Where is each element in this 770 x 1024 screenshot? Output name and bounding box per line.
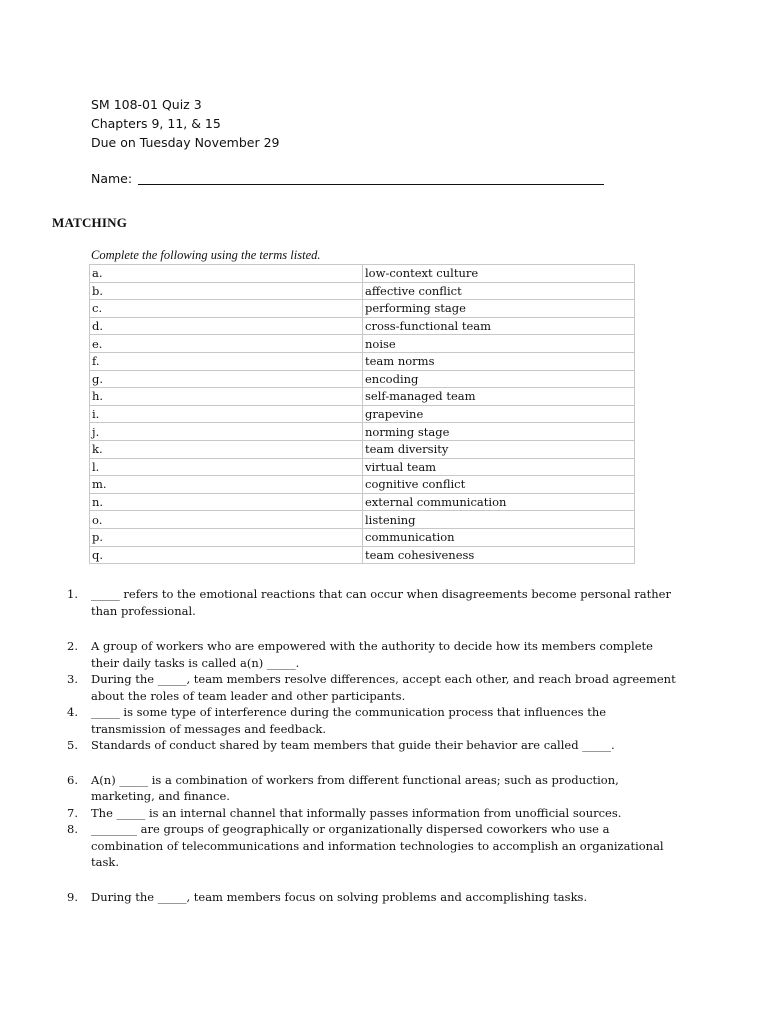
quiz-header (91, 95, 280, 152)
term-name: virtual team (363, 458, 635, 476)
table-row (90, 493, 635, 511)
section-title: MATCHING (52, 215, 128, 230)
question-item (62, 671, 682, 704)
question-list (62, 586, 682, 905)
term-letter: f. (90, 352, 363, 370)
name-blank-line (138, 170, 604, 185)
term-name: cognitive conflict (363, 476, 635, 494)
question-item (62, 821, 682, 871)
table-row (90, 405, 635, 423)
question-number: 6. (67, 772, 78, 787)
instructions-text: Complete the following using the terms listed. (91, 248, 321, 262)
table-row (90, 511, 635, 529)
table-row (90, 352, 635, 370)
term-name: cross-functional team (363, 317, 635, 335)
question-text: During the _____, team members resolve differences, accept each other, and reach broad agreement about the roles of team leader and other participants. (91, 672, 676, 703)
term-letter: g. (90, 370, 363, 388)
course-title: SM 108-01 Quiz 3 (91, 97, 202, 112)
term-name: performing stage (363, 300, 635, 318)
term-name: listening (363, 511, 635, 529)
question-text: _____ refers to the emotional reactions that can occur when disagreements become personal rather than professional. (91, 587, 671, 618)
question-text: A group of workers who are empowered with the authority to decide how its members complete their daily tasks is called a(n) _____. (91, 639, 653, 670)
question-item (62, 889, 682, 906)
term-name: team diversity (363, 440, 635, 458)
term-name: external communication (363, 493, 635, 511)
question-text: ________ are groups of geographically or organizationally dispersed coworkers who use a combination of telecommunications and information technologies to accomplish an organizational task. (91, 822, 664, 869)
question-number: 9. (67, 889, 78, 904)
table-row (90, 423, 635, 441)
term-name: team cohesiveness (363, 546, 635, 564)
question-number: 2. (67, 639, 78, 653)
term-name: norming stage (363, 423, 635, 441)
table-row (90, 388, 635, 406)
term-name: grapevine (363, 405, 635, 423)
table-row (90, 546, 635, 564)
question-item (62, 638, 682, 671)
term-name: communication (363, 528, 635, 546)
term-letter: i. (90, 405, 363, 423)
term-letter: p. (90, 528, 363, 546)
question-item (62, 805, 682, 822)
table-row (90, 458, 635, 476)
chapters-line: Chapters 9, 11, & 15 (91, 116, 221, 131)
term-name: encoding (363, 370, 635, 388)
question-text: The _____ is an internal channel that informally passes information from unofficial sources. (91, 805, 622, 820)
question-text: _____ is some type of interference during the communication process that influences the transmission of messages and feedback. (91, 705, 607, 736)
term-letter: a. (90, 265, 363, 283)
question-number: 1. (67, 587, 78, 601)
question-item (62, 772, 682, 805)
question-text: During the _____, team members focus on solving problems and accomplishing tasks. (91, 889, 588, 904)
term-letter: h. (90, 388, 363, 406)
table-row (90, 370, 635, 388)
term-letter: o. (90, 511, 363, 529)
question-text: Standards of conduct shared by team members that guide their behavior are called _____. (91, 738, 615, 752)
term-letter: j. (90, 423, 363, 441)
question-number: 5. (67, 738, 78, 752)
question-text: A(n) _____ is a combination of workers from different functional areas; such as production, marketing, and finance. (91, 772, 619, 803)
term-name: noise (363, 335, 635, 353)
term-name: self-managed team (363, 388, 635, 406)
table-row (90, 265, 635, 283)
term-letter: k. (90, 440, 363, 458)
question-number: 4. (67, 705, 78, 719)
term-letter: b. (90, 282, 363, 300)
term-letter: l. (90, 458, 363, 476)
term-name: low-context culture (363, 265, 635, 283)
question-number: 3. (67, 672, 78, 686)
term-letter: n. (90, 493, 363, 511)
due-date-line: Due on Tuesday November 29 (91, 135, 280, 150)
term-letter: m. (90, 476, 363, 494)
term-letter: d. (90, 317, 363, 335)
table-row (90, 476, 635, 494)
table-row (90, 440, 635, 458)
question-number: 7. (67, 805, 78, 820)
term-letter: e. (90, 335, 363, 353)
question-number: 8. (67, 822, 78, 836)
table-row (90, 300, 635, 318)
term-name: team norms (363, 352, 635, 370)
name-field-row (91, 170, 604, 186)
question-item (62, 704, 682, 737)
term-letter: c. (90, 300, 363, 318)
term-name: affective conflict (363, 282, 635, 300)
table-row (90, 317, 635, 335)
terms-table (89, 264, 635, 564)
name-label: Name: (91, 171, 137, 186)
question-item (62, 586, 682, 619)
table-row (90, 335, 635, 353)
question-item (62, 737, 682, 754)
table-row (90, 528, 635, 546)
term-letter: q. (90, 546, 363, 564)
table-row (90, 282, 635, 300)
